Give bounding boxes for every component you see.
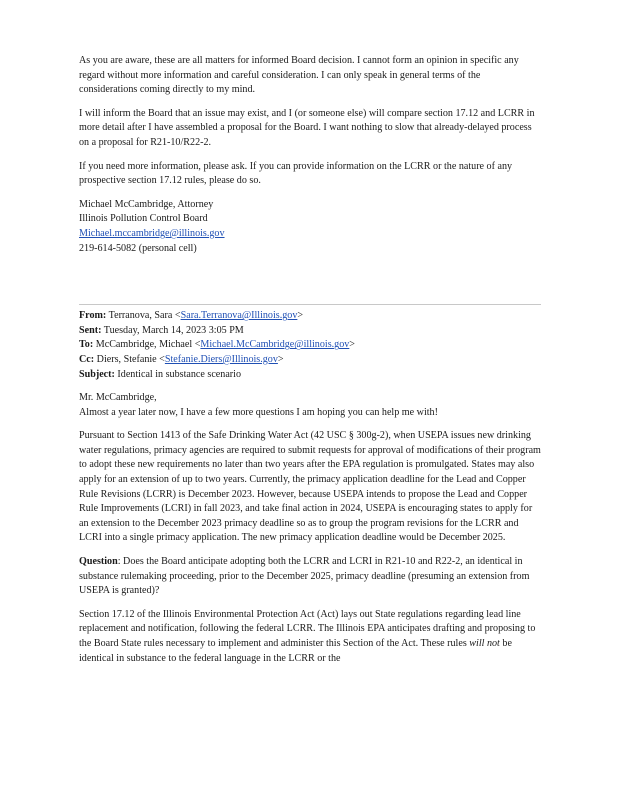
signature-block [79,198,541,256]
header-cc: Cc: Diers, Stefanie <Stefanie.Diers@Illinois.gov> [79,353,284,365]
paragraph-section-17-12: Section 17.12 of the Illinois Environmental Protection Act (Act) lays out State regulations regarding lead line replacement and notification, following the federal LCRR. The Illinois EPA anticipates drafting and proposing to the Board State rules necessary to implement and administer this Section of the Act. These rules will not be identical in substance to the federal language in the LCRR or the [79,608,536,664]
header-to: To: McCambridge, Michael <Michael.McCambridge@illinois.gov> [79,339,355,351]
paragraph-inform-board: I will inform the Board that an issue may exist, and I (or someone else) will compare section 17.12 and LCRR in more detail after I have assembled a proposal for the Board. I want nothing to slow that already-delayed process on a proposal for R21-10/R22-2. [79,107,535,148]
paragraph-more-info: If you need more information, please ask. If you can provide information on the LCRR or the nature of any prospective section 17.12 rules, please do so. [79,160,513,187]
question-label: Question [79,556,118,568]
paragraph-primacy: Pursuant to Section 1413 of the Safe Drinking Water Act (42 USC § 300g-2), when USEPA issues new drinking water regulations, primacy agencies are required to submit requests for approval of modifications of their program to adopt these new requirements no later than two years after the EPA regulation is promulgated. States may also apply for an extension of up to two years. Currently, the primacy application deadline for the Lead and Copper Rule Revisions (LCRR) is December 2023. However, because USEPA intends to propose the Lead and Copper Rule Improvements (LCRI) in fall 2023, and take final action in 2024, USEPA is encouraging states to apply for an extension to the December 2023 primacy deadline so as to group the program revisions for the LCRR and LCRI into a single primacy application. The new primacy application deadline would be December 2025. [79,430,541,544]
signature-phone: 219-614-5082 (personal cell) [79,242,197,254]
salutation: Mr. McCambridge, [79,392,157,404]
signature-name: Michael McCambridge, Attorney [79,198,214,210]
cc-email-link[interactable]: Stefanie.Diers@Illinois.gov [164,353,278,365]
email-header [79,309,541,382]
header-from: From: Terranova, Sara <Sara.Terranova@Illinois.gov> [79,310,304,322]
signature-email-link[interactable]: Michael.mccambridge@illinois.gov [79,227,225,239]
header-subject: Subject: Identical in substance scenario [79,368,242,380]
paragraph-question [79,555,541,599]
question-text: : Does the Board anticipate adopting both the LCRR and LCRI in R21-10 and R22-2, an identical in substance rulemaking proceeding, prior to the December 2025, primacy deadline (presuming an extension from USEPA is granted)? [79,556,530,597]
paragraph-opinion: As you are aware, these are all matters for informed Board decision. I cannot form an opinion in specific any regard without more information and careful consideration. I can only speak in general terms of the considerations coming directly to my mind. [79,55,519,96]
signature-org: Illinois Pollution Control Board [79,213,208,225]
from-email-link[interactable]: Sara.Terranova@Illinois.gov [180,310,298,322]
message-divider [79,304,541,305]
header-sent: Sent: Tuesday, March 14, 2023 3:05 PM [79,324,244,336]
document-body [79,54,541,675]
spacer [79,256,541,304]
to-email-link[interactable]: Michael.McCambridge@illinois.gov [200,339,350,351]
opening-line: Almost a year later now, I have a few more questions I am hoping you can help me with! [79,406,438,418]
emphasis-will-not: will not [469,638,500,649]
